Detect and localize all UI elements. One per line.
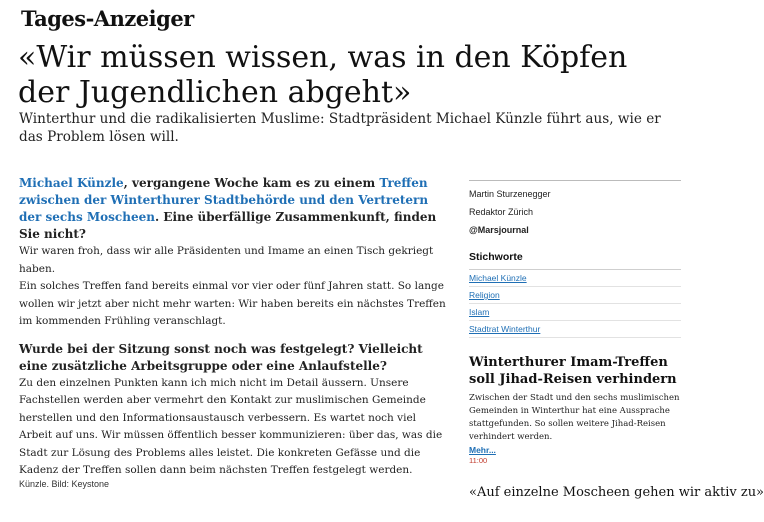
author-twitter-handle[interactable]: @Marsjournal xyxy=(469,225,529,235)
author-box xyxy=(469,181,681,239)
tag-religion[interactable]: Religion xyxy=(469,287,681,304)
question-1-text-b: . Eine überfällige Zusammenkunft, finden Sie nicht? xyxy=(19,210,437,241)
tag-islam[interactable]: Islam xyxy=(469,304,681,321)
article-lead: Winterthur und die radikalisierten Muslime: Stadtpräsident Michael Künzle führt aus, wie er das Problem lösen will. xyxy=(19,111,661,145)
teaser-1-time: 11:00 xyxy=(469,456,488,465)
answer-1-paragraph-1: Wir waren froh, dass wir alle Präsidenten und Imame an einen Tisch gekriegt haben. xyxy=(19,245,434,275)
question-1 xyxy=(19,175,451,243)
answer-1-paragraph-2: Ein solches Treffen fand bereits einmal vor vier oder fünf Jahren statt. So lange wollen wir jetzt aber nicht mehr warten: Wir haben bereits ein nächstes Treffen im kommenden Frühling veranschlagt. xyxy=(19,280,446,327)
image-caption: Künzle. Bild: Keystone xyxy=(19,479,110,489)
question-2: Wurde bei der Sitzung sonst noch was festgelegt? Vielleicht eine zusätzliche Arbeitsgruppe oder eine Anlaufstelle? xyxy=(19,341,423,373)
stichworte-heading: Stichworte xyxy=(469,251,681,270)
article-body xyxy=(19,175,451,480)
teaser-1-text: Zwischen der Stadt und den sechs muslimischen Gemeinden in Winterthur hat eine Aussprache stattgefunden. So sollen weitere Jihad-Reisen verhindert werden. xyxy=(469,393,680,442)
link-michael-kuenzle[interactable]: Michael Künzle xyxy=(19,176,124,190)
teaser-1-title[interactable]: Winterthurer Imam-Treffen soll Jihad-Reisen verhindern xyxy=(469,355,677,387)
site-logo[interactable]: Tages-Anzeiger xyxy=(21,6,194,31)
link-treffen[interactable]: Treffen zwischen der Winterthurer Stadtbehörde und den Vertretern der sechs Moscheen xyxy=(19,176,429,224)
answer-2: Zu den einzelnen Punkten kann ich mich nicht im Detail äussern. Unsere Fachstellen werden aber vermehrt den Kontakt zur muslimischen Gemeinde herstellen und den Informationsaustausch verbessern. Es wartet noch viel Arbeit auf uns. Wir müssen öffentlich besser kommunizieren: über das, was die Stadt zur Lösung des Problems alles leistet. Die konkreten Gefässe und die Kadenz der Treffen sollen dann beim nächsten Treffen festgelegt werden. xyxy=(19,376,443,476)
teaser-1-more-link[interactable]: Mehr... xyxy=(469,445,496,455)
author-name[interactable]: Martin Sturzenegger xyxy=(469,189,551,199)
tag-stadtrat-winterthur[interactable]: Stadtrat Winterthur xyxy=(469,321,681,338)
question-1-text-a: , vergangene Woche kam es zu einem xyxy=(123,176,380,190)
sidebar xyxy=(469,180,764,501)
author-role: Redaktor Zürich xyxy=(469,207,534,217)
teaser-2-title[interactable]: «Auf einzelne Moscheen gehen wir aktiv zu» xyxy=(469,485,764,500)
article-headline: «Wir müssen wissen, was in den Köpfen der Jugendlichen abgeht» xyxy=(18,40,628,110)
tag-michael-kuenzle[interactable]: Michael Künzle xyxy=(469,270,681,287)
